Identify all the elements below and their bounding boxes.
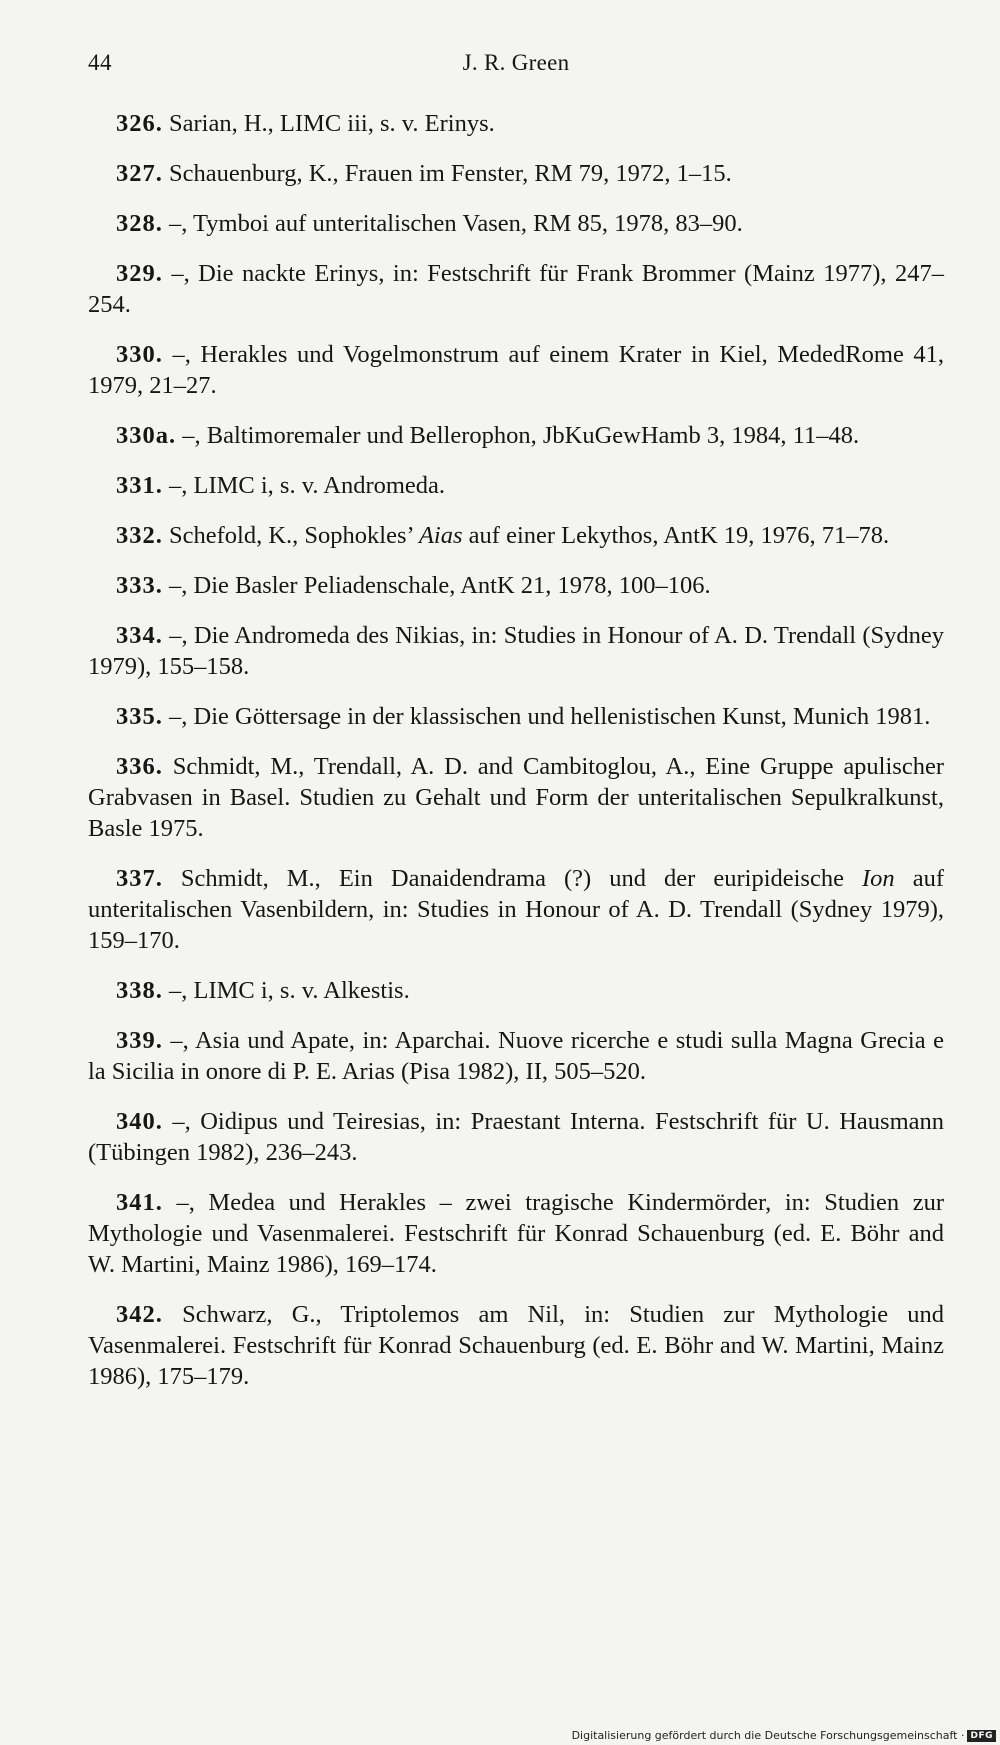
bibliography-entry bbox=[88, 863, 944, 956]
entry-text: Sarian, H., LIMC iii, s. v. Erinys. bbox=[169, 110, 495, 137]
digitization-credit bbox=[572, 1729, 996, 1742]
entry-text: Schauenburg, K., Frauen im Fenster, RM 79, 1972, 1–15. bbox=[169, 160, 732, 187]
bibliography-entry bbox=[88, 1299, 944, 1392]
entry-text: –, LIMC i, s. v. Alkestis. bbox=[169, 977, 410, 1004]
entry-text: –, Die Basler Peliadenschale, AntK 21, 1978, 100–106. bbox=[169, 572, 711, 599]
bibliography-entry bbox=[88, 751, 944, 844]
bibliography-entry bbox=[88, 701, 944, 732]
bibliography-entry bbox=[88, 258, 944, 320]
entry-number: 338. bbox=[116, 977, 163, 1004]
entry-text: –, LIMC i, s. v. Andromeda. bbox=[169, 472, 446, 499]
entry-number: 335. bbox=[116, 703, 163, 730]
entry-text: Schwarz, G., Triptolemos am Nil, in: Studien zur Mythologie und Vasenmalerei. Festschrift für Konrad Schauenburg (ed. E. Böhr and W. Martini, Mainz 1986), 175–179. bbox=[88, 1301, 945, 1390]
entry-number: 327. bbox=[116, 160, 163, 187]
entry-number: 339. bbox=[116, 1027, 163, 1054]
entry-number: 336. bbox=[116, 753, 163, 780]
entry-text-pre: Schefold, K., Sophokles’ bbox=[169, 522, 419, 549]
bibliography-entry bbox=[88, 208, 944, 239]
bibliography-entry bbox=[88, 158, 944, 189]
entry-number: 332. bbox=[116, 522, 163, 549]
bibliography-entry bbox=[88, 470, 944, 501]
entry-text: Schmidt, M., Trendall, A. D. and Cambitoglou, A., Eine Gruppe apulischer Grabvasen in Basel. Studien zu Gehalt und Form der unteritalischen Sepulkralkunst, Basle 1975. bbox=[88, 753, 944, 842]
bibliography-entry bbox=[88, 620, 944, 682]
entry-text-post: auf einer Lekythos, AntK 19, 1976, 71–78. bbox=[462, 522, 890, 549]
entry-number: 342. bbox=[116, 1301, 163, 1328]
credit-text: Digitalisierung gefördert durch die Deutsche Forschungsgemeinschaft · bbox=[571, 1729, 965, 1742]
entry-text: –, Asia und Apate, in: Aparchai. Nuove ricerche e studi sulla Magna Grecia e la Sicilia in onore di P. E. Arias (Pisa 1982), II, 505–520. bbox=[88, 1027, 945, 1085]
entry-number: 340. bbox=[116, 1108, 163, 1135]
running-title: J. R. Green bbox=[462, 50, 570, 75]
bibliography-entry bbox=[88, 520, 944, 551]
entry-text-italic: Aias bbox=[418, 522, 463, 549]
entry-text: –, Medea und Herakles – zwei tragische Kindermörder, in: Studien zur Mythologie und Vasenmalerei. Festschrift für Konrad Schauenburg (ed. E. Böhr and W. Martini, Mainz 1986), 169–174. bbox=[88, 1189, 945, 1278]
entry-number: 334. bbox=[116, 622, 163, 649]
entry-text-italic: Ion bbox=[862, 865, 895, 892]
entry-number: 329. bbox=[116, 260, 163, 287]
bibliography-entry bbox=[88, 420, 944, 451]
running-head bbox=[88, 50, 944, 82]
entry-number: 326. bbox=[116, 110, 163, 137]
entry-text: –, Die Andromeda des Nikias, in: Studies in Honour of A. D. Trendall (Sydney 1979), 155–158. bbox=[88, 622, 944, 680]
bibliography-entry bbox=[88, 1187, 944, 1280]
entry-number: 341. bbox=[116, 1189, 163, 1216]
entry-text: –, Die nackte Erinys, in: Festschrift für Frank Brommer (Mainz 1977), 247–254. bbox=[88, 260, 944, 318]
entry-number: 330a. bbox=[116, 422, 177, 449]
bibliography-entry bbox=[88, 1106, 944, 1168]
entry-number: 337. bbox=[116, 865, 163, 892]
entry-text-post: auf unteritalischen Vasenbildern, in: Studies in Honour of A. D. Trendall (Sydney 1979), 159–170. bbox=[88, 865, 944, 954]
entry-number: 333. bbox=[116, 572, 163, 599]
entry-text: –, Die Göttersage in der klassischen und hellenistischen Kunst, Munich 1981. bbox=[169, 703, 931, 730]
entry-text: –, Oidipus und Teiresias, in: Praestant Interna. Festschrift für U. Hausmann (Tübingen 1982), 236–243. bbox=[88, 1108, 945, 1166]
dfg-logo: DFG bbox=[967, 1730, 996, 1742]
entry-text-pre: Schmidt, M., Ein Danaidendrama (?) und der euripideische bbox=[180, 865, 862, 892]
entry-text: –, Herakles und Vogelmonstrum auf einem Krater in Kiel, MededRome 41, 1979, 21–27. bbox=[88, 341, 945, 399]
bibliography-entry bbox=[88, 570, 944, 601]
bibliography-entry bbox=[88, 339, 944, 401]
bibliography-list bbox=[88, 108, 944, 1411]
entry-number: 330. bbox=[116, 341, 163, 368]
entry-number: 331. bbox=[116, 472, 163, 499]
page-number: 44 bbox=[88, 50, 112, 75]
bibliography-entry bbox=[88, 108, 944, 139]
entry-number: 328. bbox=[116, 210, 163, 237]
bibliography-entry bbox=[88, 975, 944, 1006]
entry-text: –, Tymboi auf unteritalischen Vasen, RM 85, 1978, 83–90. bbox=[169, 210, 743, 237]
bibliography-entry bbox=[88, 1025, 944, 1087]
entry-text: –, Baltimoremaler und Bellerophon, JbKuGewHamb 3, 1984, 11–48. bbox=[182, 422, 860, 449]
